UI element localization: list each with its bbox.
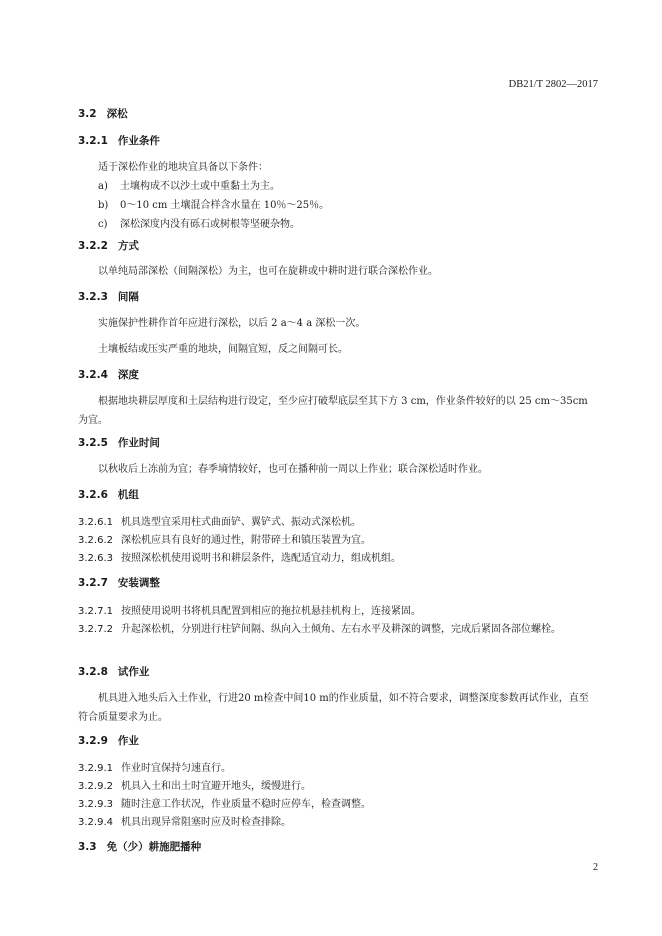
page-number: 2 bbox=[593, 862, 598, 873]
section-number: 3.2.9 bbox=[78, 735, 108, 747]
list-item bbox=[78, 196, 598, 215]
section-title: 深松 bbox=[106, 108, 128, 120]
list-marker: b) bbox=[98, 200, 109, 211]
section-title: 免（少）耕施肥播种 bbox=[106, 841, 202, 853]
section-heading bbox=[78, 368, 598, 383]
paragraph: 土壤板结或压实严重的地块，间隔宜短，反之间隔可长。 bbox=[98, 344, 348, 355]
paragraph: 以秋收后上冻前为宜；春季墒情较好，也可在播种前一周以上作业；联合深松适时作业。 bbox=[98, 464, 488, 475]
section-heading bbox=[78, 734, 598, 749]
clause-text: 机具入土和出土时宜避开地头，缓慢进行。 bbox=[121, 781, 311, 792]
section-heading bbox=[78, 239, 598, 254]
section-heading bbox=[78, 107, 598, 122]
clause-text: 深松机应具有良好的通过性，附带碎土和镇压装置为宜。 bbox=[121, 535, 371, 546]
clause-text: 按照使用说明书将机具配置到相应的拖拉机悬挂机构上，连接紧固。 bbox=[121, 606, 421, 617]
section-title: 作业 bbox=[117, 735, 139, 747]
clause-number: 3.2.6.2 bbox=[78, 535, 113, 546]
sub-clause bbox=[78, 549, 598, 568]
section-title: 作业时间 bbox=[117, 437, 160, 449]
section-title: 作业条件 bbox=[117, 135, 160, 147]
paragraph: 实施保护性耕作首年应进行深松，以后 2 a～4 a 深松一次。 bbox=[98, 318, 366, 329]
sub-clause bbox=[78, 531, 598, 550]
list-item bbox=[78, 177, 598, 196]
clause-text: 机具选型宜采用柱式曲面铲、翼铲式、振动式深松机。 bbox=[121, 517, 361, 528]
list-marker: a) bbox=[98, 181, 108, 192]
section-title: 试作业 bbox=[117, 666, 150, 678]
section-heading bbox=[78, 436, 598, 451]
clause-text: 按照深松机使用说明书和耕层条件，选配适宜动力，组成机组。 bbox=[121, 553, 401, 564]
section-heading bbox=[78, 290, 598, 305]
clause-number: 3.2.9.1 bbox=[78, 763, 113, 774]
section-heading bbox=[78, 134, 598, 149]
paragraph: 以单纯局部深松（间隔深松）为主，也可在旋耕或中耕时进行联合深松作业。 bbox=[98, 266, 438, 277]
section-number: 3.2 bbox=[78, 108, 97, 120]
clause-number: 3.2.9.4 bbox=[78, 817, 113, 828]
section-number: 3.3 bbox=[78, 841, 97, 853]
section-heading bbox=[78, 665, 598, 680]
paragraph: 根据地块耕层厚度和土层结构进行设定，至少应打破犁底层至其下方 3 cm，作业条件较好的以 25 cm～35cm 为宜。 bbox=[78, 396, 588, 426]
clause-number: 3.2.7.2 bbox=[78, 624, 113, 635]
section-title: 方式 bbox=[117, 240, 139, 252]
section-number: 3.2.5 bbox=[78, 437, 108, 449]
section-number: 3.2.2 bbox=[78, 240, 108, 252]
section-title: 深度 bbox=[117, 369, 139, 381]
section-heading bbox=[78, 488, 598, 503]
section-number: 3.2.1 bbox=[78, 135, 108, 147]
sub-clause bbox=[78, 777, 598, 796]
clause-number: 3.2.7.1 bbox=[78, 606, 113, 617]
section-number: 3.2.3 bbox=[78, 291, 108, 303]
section-title: 安装调整 bbox=[117, 577, 160, 589]
list-item bbox=[78, 215, 598, 234]
clause-number: 3.2.9.2 bbox=[78, 781, 113, 792]
standard-code: DB21/T 2802—2017 bbox=[508, 79, 598, 90]
section-number: 3.2.7 bbox=[78, 577, 108, 589]
section-number: 3.2.6 bbox=[78, 489, 108, 501]
clause-text: 机具出现异常阻塞时应及时检查排除。 bbox=[121, 817, 291, 828]
clause-number: 3.2.9.3 bbox=[78, 799, 113, 810]
clause-number: 3.2.6.3 bbox=[78, 553, 113, 564]
section-title: 机组 bbox=[117, 489, 139, 501]
clause-text: 作业时宜保持匀速直行。 bbox=[121, 763, 231, 774]
sub-clause bbox=[78, 795, 598, 814]
sub-clause bbox=[78, 620, 598, 639]
paragraph: 适于深松作业的地块宜具备以下条件： bbox=[98, 162, 268, 173]
section-number: 3.2.8 bbox=[78, 666, 108, 678]
list-item-text: 0～10 cm 土壤混合样含水量在 10％～25％。 bbox=[120, 200, 330, 211]
section-title: 间隔 bbox=[117, 291, 139, 303]
section-heading bbox=[78, 840, 598, 855]
section-number: 3.2.4 bbox=[78, 369, 108, 381]
sub-clause bbox=[78, 602, 598, 621]
sub-clause bbox=[78, 513, 598, 532]
clause-number: 3.2.6.1 bbox=[78, 517, 113, 528]
sub-clause bbox=[78, 813, 598, 832]
list-item-text: 土壤构成不以沙土或中重黏土为主。 bbox=[120, 181, 280, 192]
clause-text: 升起深松机，分别进行柱铲间隔、纵向入土倾角、左右水平及耕深的调整，完成后紧固各部位螺栓。 bbox=[121, 624, 561, 635]
clause-text: 随时注意工作状况，作业质量不稳时应停车，检查调整。 bbox=[121, 799, 371, 810]
list-item-text: 深松深度内没有砾石或树根等坚硬杂物。 bbox=[120, 219, 300, 230]
section-heading bbox=[78, 576, 598, 591]
sub-clause bbox=[78, 759, 598, 778]
paragraph: 机具进入地头后入土作业，行进20 m检查中间10 m的作业质量，如不符合要求，调整深度参数再试作业，直至符合质量要求为止。 bbox=[78, 693, 589, 723]
list-marker: c) bbox=[98, 219, 108, 230]
